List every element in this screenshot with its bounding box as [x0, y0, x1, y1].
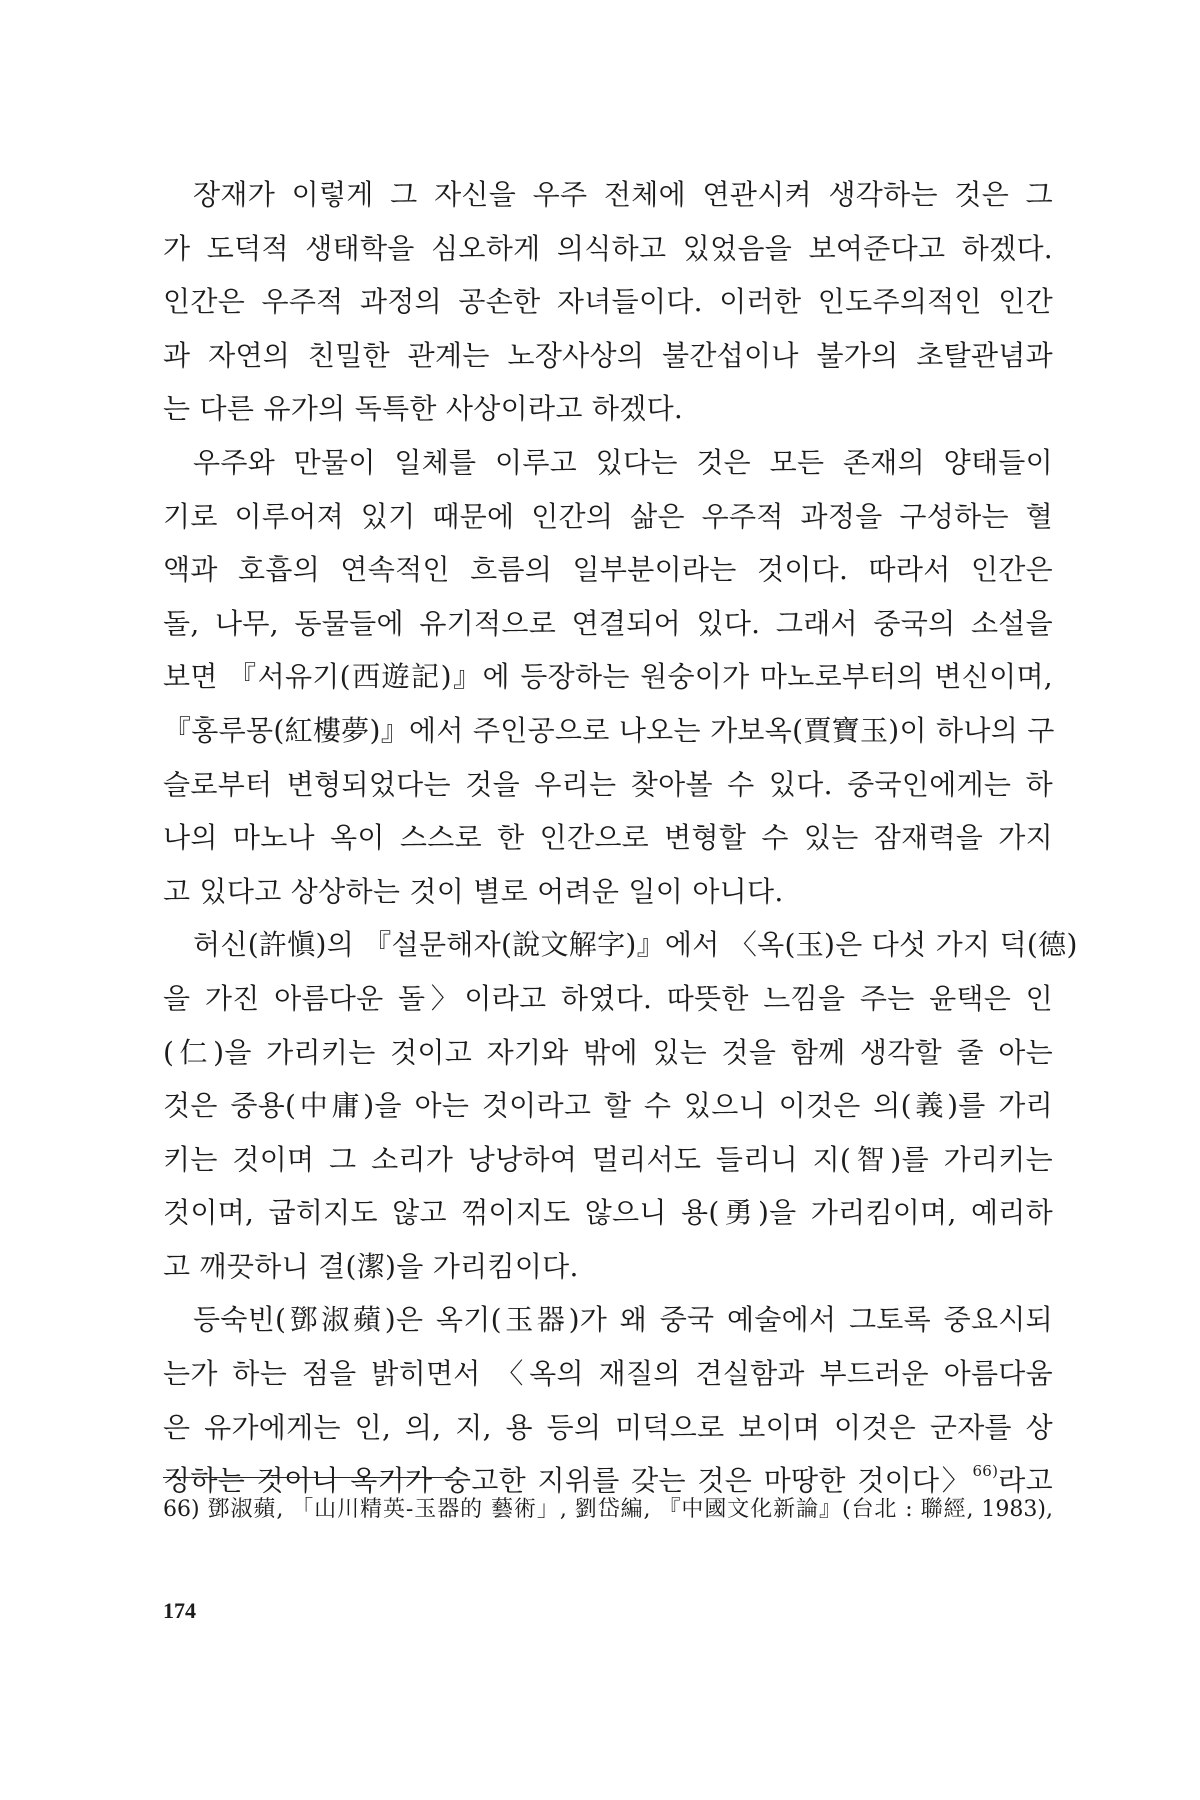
- text-line: 은 유가에게는 인, 의, 지, 용 등의 미덕으로 보이며 이것은 군자를 상: [163, 1410, 1053, 1444]
- text-line: 을 가진 아름다운 돌〉이라고 하였다. 따뜻한 느낌을 주는 윤택은 인: [163, 981, 1053, 1015]
- paragraph-2: [163, 436, 1053, 918]
- text-line: 것이며, 굽히지도 않고 꺾이지도 않으니 용(勇)을 가리킴이며, 예리하: [163, 1196, 1053, 1230]
- text-line: 는 다른 유가의 독특한 사상이라고 하겠다.: [163, 392, 684, 426]
- text-line: 것은 중용(中庸)을 아는 것이라고 할 수 있으니 이것은 의(義)를 가리: [163, 1089, 1053, 1123]
- text-line: 장재가 이렇게 그 자신을 우주 전체에 연관시켜 생각하는 것은 그: [193, 178, 1053, 211]
- footnote-reference[interactable]: 66): [972, 1462, 999, 1481]
- footnote-divider: [163, 1477, 453, 1478]
- text-line: 보면 『서유기(西遊記)』에 등장하는 원숭이가 마노로부터의 변신이며,: [163, 660, 1053, 694]
- text-line: 우주와 만물이 일체를 이루고 있다는 것은 모든 존재의 양태들이: [193, 445, 1053, 479]
- text-line: 는가 하는 점을 밝히면서 〈옥의 재질의 견실함과 부드러운 아름다움: [163, 1357, 1053, 1391]
- page-body: [163, 168, 1078, 1508]
- text-line: 키는 것이며 그 소리가 낭낭하여 멀리서도 들리니 지(智)를 가리키는: [163, 1142, 1053, 1176]
- text-line: 『홍루몽(紅樓夢)』에서 주인공으로 나오는 가보옥(賈寶玉)이 하나의 구: [163, 713, 1055, 747]
- text-line: 인간은 우주적 과정의 공손한 자녀들이다. 이러한 인도주의적인 인간: [163, 285, 1053, 319]
- text-fragment: 징하는 것이니 옥기가 숭고한 지위를 갖는 것은 마땅한 것이다〉: [163, 1464, 973, 1498]
- text-line: 슬로부터 변형되었다는 것을 우리는 찾아볼 수 있다. 중국인에게는 하: [163, 767, 1053, 801]
- text-line: 기로 이루어져 있기 때문에 인간의 삶은 우주적 과정을 구성하는 혈: [163, 499, 1053, 533]
- text-line: 허신(許愼)의 『설문해자(說文解字)』에서 〈옥(玉)은 다섯 가지 덕(德): [193, 928, 1078, 962]
- text-line: 가 도덕적 생태학을 심오하게 의식하고 있었음을 보여준다고 하겠다.: [163, 231, 1053, 265]
- text-line: 고 있다고 상상하는 것이 별로 어려운 일이 아니다.: [163, 874, 784, 908]
- text-line: 나의 마노나 옥이 스스로 한 인간으로 변형할 수 있는 잠재력을 가지: [163, 821, 1053, 855]
- text-fragment: 라고: [998, 1464, 1053, 1498]
- text-line: 액과 호흡의 연속적인 흐름의 일부분이라는 것이다. 따라서 인간은: [163, 553, 1053, 587]
- text-line: 등숙빈(鄧淑蘋)은 옥기(玉器)가 왜 중국 예술에서 그토록 중요시되: [193, 1303, 1053, 1337]
- paragraph-3: [163, 918, 1078, 1293]
- text-line: 돌, 나무, 동물들에 유기적으로 연결되어 있다. 그래서 중국의 소설을: [163, 606, 1053, 640]
- text-line: 과 자연의 친밀한 관계는 노장사상의 불간섭이나 불가의 초탈관념과: [163, 338, 1053, 372]
- text-line: 고 깨끗하니 결(潔)을 가리킴이다.: [163, 1249, 579, 1283]
- text-line: (仁)을 가리키는 것이고 자기와 밖에 있는 것을 함께 생각할 줄 아는: [163, 1035, 1053, 1069]
- page-number: 174: [163, 1598, 196, 1623]
- paragraph-4: [163, 1293, 1053, 1507]
- paragraph-1: [163, 168, 1053, 436]
- footnote: 66) 鄧淑蘋, 「山川精英-玉器的 藝術」, 劉岱編, 『中國文化新論』(台北 : 聯經, 1983),: [163, 1497, 1053, 1522]
